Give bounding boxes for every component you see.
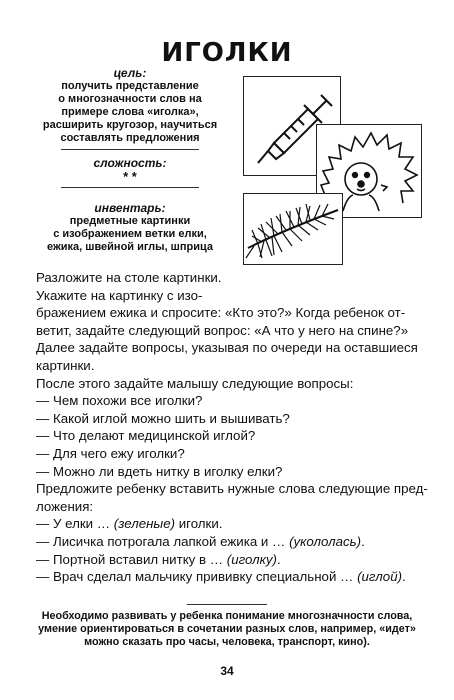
difficulty-heading: сложность: <box>93 156 167 170</box>
inventory-line: предметные картинки <box>69 215 191 227</box>
text-line: Укажите на картинку с изо- <box>36 287 203 303</box>
fill-line: — Врач сделал мальчику прививку специальной … (иглой). <box>36 569 406 585</box>
fir-branch-illustration <box>243 193 343 265</box>
goal-block <box>30 66 230 150</box>
text-line: После этого задайте малышу следующие вопросы: <box>36 375 354 391</box>
inventory-block <box>30 201 230 254</box>
divider <box>61 149 199 150</box>
footer-note <box>30 604 424 649</box>
divider <box>61 187 199 188</box>
text-line: Далее задайте вопросы, указывая по очереди на оставшиеся <box>36 340 418 356</box>
question-line: — Какой иглой можно шить и вышивать? <box>36 410 290 426</box>
question-line: — Для чего ежу иголки? <box>36 445 185 461</box>
difficulty-rating: * * <box>123 169 137 184</box>
text-line: ложения: <box>36 498 94 514</box>
instructions-text <box>36 269 428 586</box>
text-line: Разложите на столе картинки. <box>36 270 222 285</box>
text-line: картинки. <box>36 357 95 373</box>
footer-line: Необходимо развивать у ребенка понимание многозначности слова, <box>41 610 413 622</box>
fir-branch-icon <box>244 194 342 264</box>
goal-heading: цель: <box>113 66 147 80</box>
inventory-line: с изображением ветки елки, <box>53 228 207 240</box>
page-number: 34 <box>220 664 234 678</box>
goal-line: о многозначности слов на <box>58 93 202 105</box>
difficulty-block <box>30 156 230 188</box>
page-title: ИГОЛКИ <box>161 38 293 68</box>
divider <box>187 604 267 605</box>
goal-line: расширить кругозор, научиться <box>42 119 218 131</box>
fill-line: — У елки … (зеленые) иголки. <box>36 516 223 532</box>
question-line: — Чем похожи все иголки? <box>36 393 203 409</box>
text-line: ветит, задайте следующий вопрос: «А что у него на спине?» <box>36 322 409 338</box>
question-line: — Что делают медицинской иглой? <box>36 428 256 444</box>
goal-line: составлять предложения <box>60 132 200 144</box>
fill-line: — Лисичка потрогала лапкой ежика и … (укололась). <box>36 533 365 549</box>
footer-line: можно сказать про часы, человека, транспорт, кино). <box>84 636 370 648</box>
inventory-heading: инвентарь: <box>94 201 166 215</box>
question-line: — Можно ли вдеть нитку в иголку елки? <box>36 463 283 479</box>
goal-line: получить представление <box>61 80 199 92</box>
footer-line: умение ориентироваться в сочетании разных слов, например, «идет» <box>38 623 416 635</box>
goal-line: примере слова «иголка», <box>61 106 199 118</box>
text-line: бражением ежика и спросите: «Кто это?» Когда ребенок от- <box>36 305 406 321</box>
text-line: Предложите ребенку вставить нужные слова следующие пред- <box>36 481 428 497</box>
fill-line: — Портной вставил нитку в … (иголку). <box>36 551 281 567</box>
inventory-line: ежика, швейной иглы, шприца <box>47 241 213 253</box>
